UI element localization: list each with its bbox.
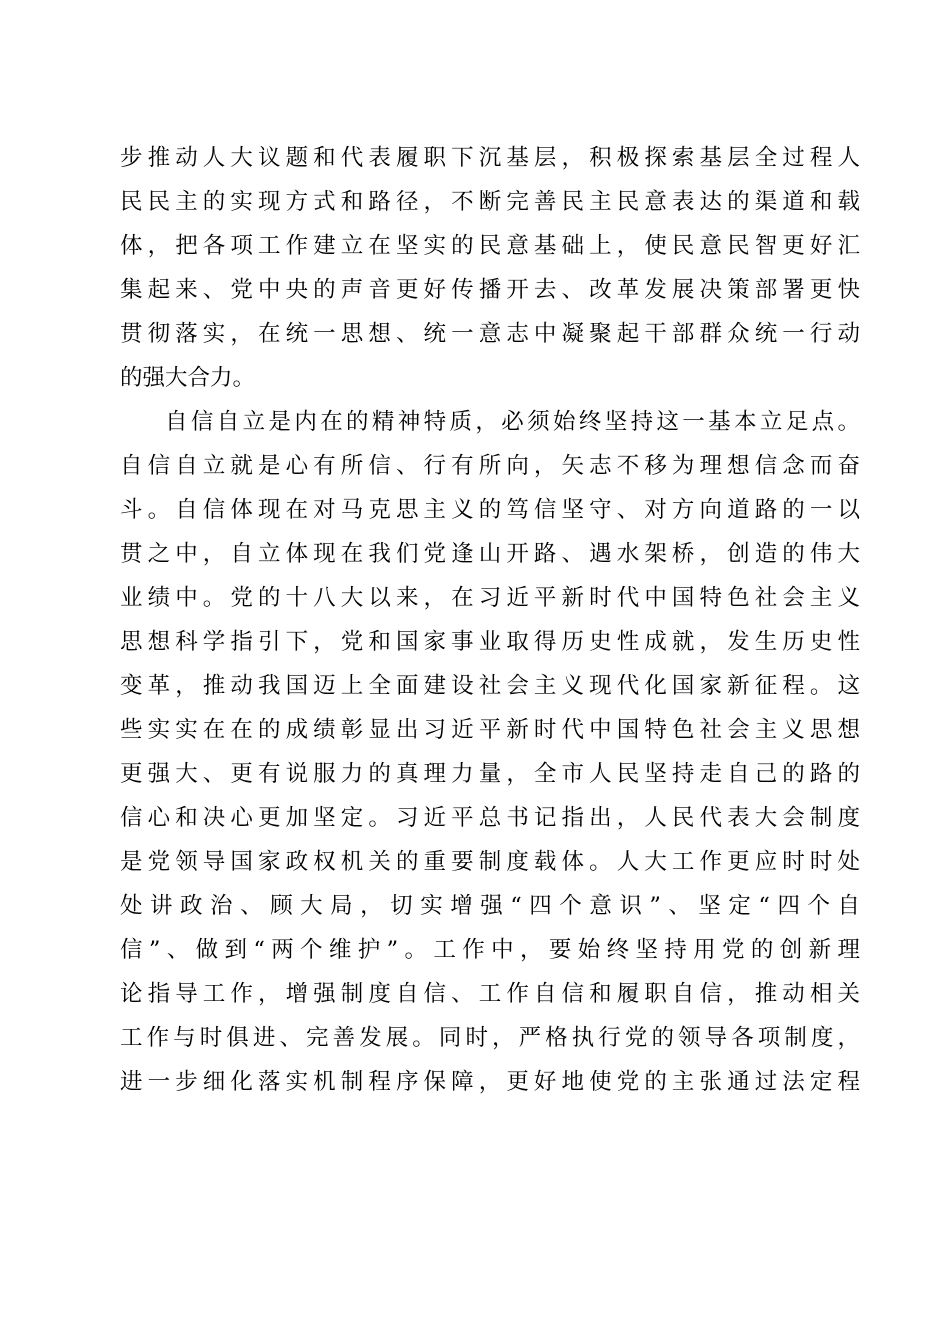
text-line: 自信自立是内在的精神特质，必须始终坚持这一基本立足点。 <box>165 409 860 435</box>
text-line: 思想科学指引下，党和国家事业取得历史性成就，发生历史性 <box>120 629 860 655</box>
text-line: 处讲政治、顾大局，切实增强“四个意识”、坚定“四个自 <box>120 893 860 919</box>
text-line: 更强大、更有说服力的真理力量，全市人民坚持走自己的路的 <box>120 761 860 787</box>
body-text <box>120 136 860 1104</box>
text-line: 变革，推动我国迈上全面建设社会主义现代化国家新征程。这 <box>120 673 860 699</box>
text-line: 贯彻落实，在统一思想、统一意志中凝聚起干部群众统一行动 <box>120 321 860 347</box>
text-line: 工作与时俱进、完善发展。同时，严格执行党的领导各项制度， <box>120 1025 860 1051</box>
text-line: 信心和决心更加坚定。习近平总书记指出，人民代表大会制度 <box>120 805 860 831</box>
text-line: 论指导工作，增强制度自信、工作自信和履职自信，推动相关 <box>120 981 860 1007</box>
text-line: 集起来、党中央的声音更好传播开去、改革发展决策部署更快 <box>120 277 860 303</box>
text-line: 些实实在在的成绩彰显出习近平新时代中国特色社会主义思想 <box>120 717 860 743</box>
text-line: 业绩中。党的十八大以来，在习近平新时代中国特色社会主义 <box>120 585 860 611</box>
text-line: 进一步细化落实机制程序保障，更好地使党的主张通过法定程 <box>120 1069 860 1095</box>
text-line: 民民主的实现方式和路径，不断完善民主民意表达的渠道和载 <box>120 189 860 215</box>
text-line: 自信自立就是心有所信、行有所向，矢志不移为理想信念而奋 <box>120 453 860 479</box>
text-line: 步推动人大议题和代表履职下沉基层，积极探索基层全过程人 <box>120 145 860 171</box>
text-line: 信”、做到“两个维护”。工作中，要始终坚持用党的创新理 <box>120 937 860 963</box>
text-line: 是党领导国家政权机关的重要制度载体。人大工作更应时时处 <box>120 849 860 875</box>
text-line: 贯之中，自立体现在我们党逢山开路、遇水架桥，创造的伟大 <box>120 541 860 567</box>
text-line: 斗。自信体现在对马克思主义的笃信坚守、对方向道路的一以 <box>120 497 860 523</box>
text-line: 体，把各项工作建立在坚实的民意基础上，使民意民智更好汇 <box>120 233 860 259</box>
text-line: 的强大合力。 <box>120 365 256 391</box>
